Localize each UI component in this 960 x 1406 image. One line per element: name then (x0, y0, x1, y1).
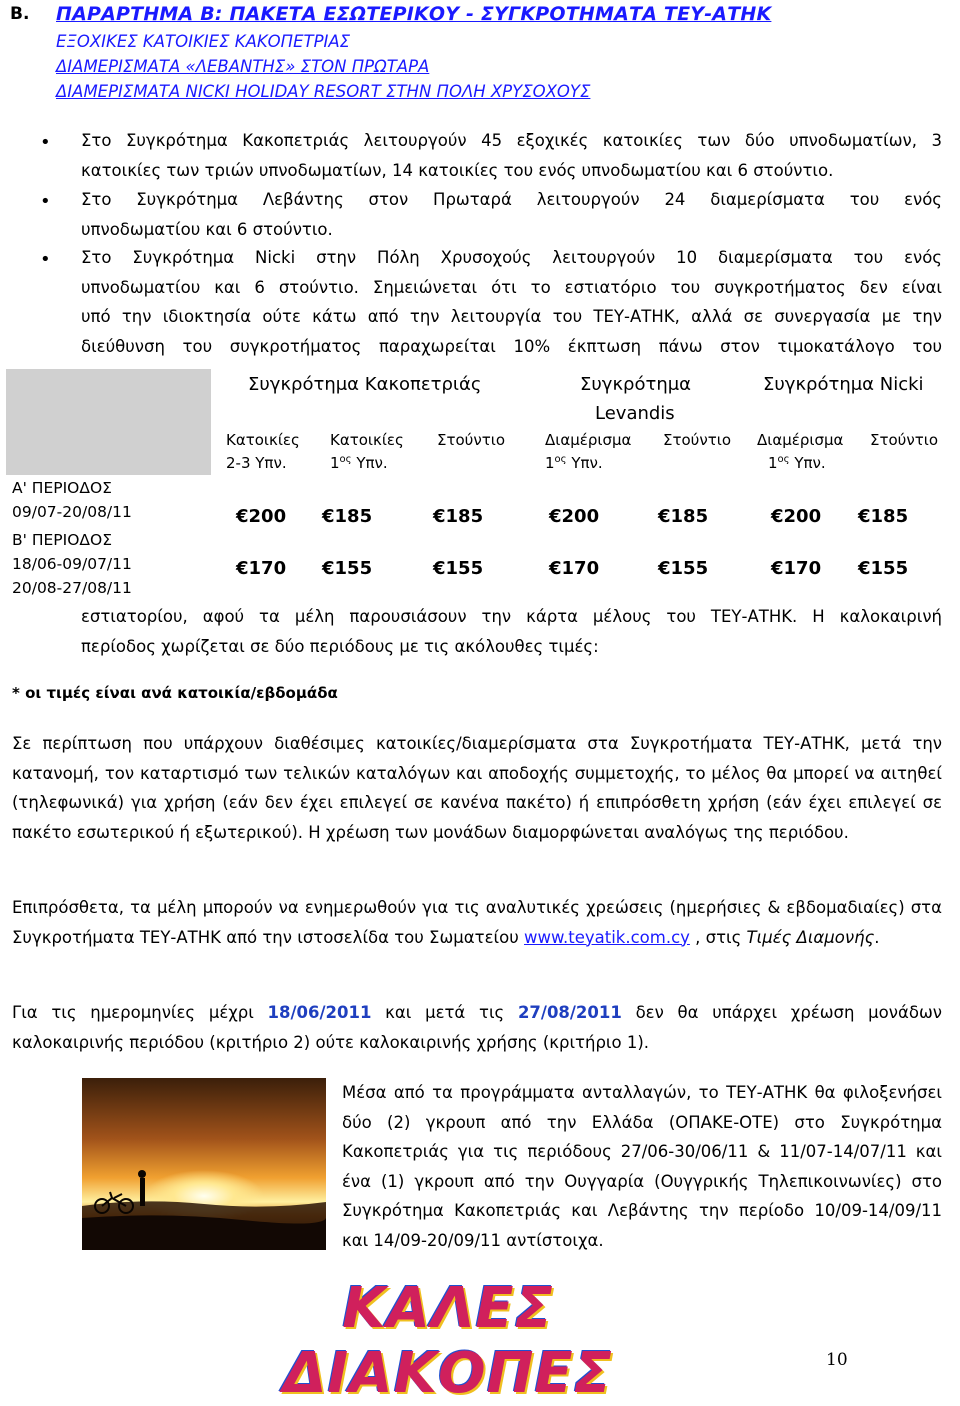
price-cell: €155 (858, 558, 909, 579)
price-cell: €155 (433, 558, 484, 579)
bullet-icon: • (40, 249, 51, 270)
bullet-text-kakopetria-2: κατοικίες των τριών υπνοδωματίων, 14 κατοικίες του ενός υπνοδωματίου και 6 στούντιο. (81, 160, 834, 180)
charges-text: Επιπρόσθετα, τα μέλη μπορούν να ενημερωθούν για τις αναλυτικές χρεώσεις (ημερήσιες & εβδομαδιαίες) στα Συγκροτήματα ΤΕΥ-ΑΤΗΚ από την ιστοσελίδα του Σωματείου (12, 898, 942, 947)
continuation-line-1: εστιατορίου, αφού τα μέλη παρουσιάσουν την κάρτα μέλους του ΤΕΥ-ΑΤΗΚ. Η καλοκαιρινή (81, 607, 942, 626)
bullet-text-nicki: Στο Συγκρότημα Nicki στην Πόλη Χρυσοχούς λειτουργούν 10 διαμερίσματα του ενός (81, 248, 942, 267)
period-a-dates: 09/07-20/08/11 (12, 503, 132, 521)
bullet-text-nicki-4: διεύθυνση του συγκροτήματος παραχωρείται 10% έκπτωση πάνω στον τιμοκατάλογο του (81, 336, 942, 356)
col-header-sub: 2-3 Υπν. (226, 454, 287, 472)
col-header-sub: $1^{o\varsigma}$ Υπν. (768, 454, 826, 472)
bullet-text-levantis: Στο Συγκρότημα Λεβάντης στον Πρωταρά λειτουργούν 24 διαμερίσματα του ενός (81, 190, 942, 209)
bullet-text-nicki-3: υπό την ιδιοκτησία ούτε κάτω από την λειτουργία του ΤΕΥ-ΑΤΗΚ, αλλά σε συνεργασία με την (81, 307, 942, 326)
col-header: Στούντιο (437, 431, 506, 449)
col-header-sub: $1^{o\varsigma}$ Υπν. (330, 454, 388, 472)
table-corner-cell (6, 369, 211, 475)
sunset-beach-photo (82, 1078, 326, 1250)
paragraph-exchange: Μέσα από τα προγράμματα ανταλλαγών, το ΤΕΥ-ΑΤΗΚ θα φιλοξενήσει δύο (2) γκρουπ από την Ελλάδα (ΟΠΑΚΕ-ΟΤΕ) στο Συγκρότημα Κακοπετριάς για τις περιόδους 27/06-30/06/11 & 11/07-14/07/11 και ένα (1) γκρουπ από την Ουγγαρία (Ουγγρικής Τηλεπικοινωνίες) στο Συγκρότημα Κακοπετριάς και Λεβάντης την περίοδο 10/09-14/09/11 και 14/09-20/09/11 αντίστοιχα. (342, 1083, 942, 1250)
superscript: ος (554, 454, 567, 465)
price-cell: €155 (658, 558, 709, 579)
bullet-icon: • (40, 132, 51, 153)
col-header-sub: $1^{o\varsigma}$ Υπν. (545, 454, 603, 472)
price-cell: €185 (433, 506, 484, 527)
price-cell: €200 (549, 506, 600, 527)
bullet-icon: • (40, 191, 51, 212)
period-b-dates-1: 18/06-09/07/11 (12, 555, 132, 573)
col-header: Στούντιο (870, 431, 939, 449)
group-levandis-2: Levandis (595, 403, 675, 424)
price-note: * οι τιμές είναι ανά κατοικία/εβδομάδα (12, 684, 338, 702)
paragraph-availability: Σε περίπτωση που υπάρχουν διαθέσιμες κατοικίες/διαμερίσματα στα Συγκροτήματα ΤΕΥ-ΑΤΗΚ, μετά την κατανομή, τον καταρτισμό των τελικών καταλόγων και αποδοχής συμμετοχής, το μέλος θα μπορεί να αιτηθεί (τηλεφωνικά) για χρήση (εάν δεν έχει επιλεγεί σε κανένα πακέτο) ή επιπρόσθετη χρήση (εάν έχει επιλεγεί σε πακέτο εσωτερικού ή εξωτερικού). Η χρέωση των μονάδων διαμορφώνεται αναλόγως της περιόδου. (12, 734, 942, 842)
col-header: Διαμέρισμα (757, 431, 844, 449)
price-cell: €185 (658, 506, 709, 527)
col-header: Στούντιο (663, 431, 732, 449)
group-levandis-1: Συγκρότημα (580, 374, 692, 395)
period-b-label: Β' ΠΕΡΙΟΔΟΣ (12, 531, 112, 549)
bullet-line: Στο Συγκρότημα Κακοπετριάς λειτουργούν 45 εξοχικές κατοικίες των δύο υπνοδωματίων, 3 (81, 131, 942, 150)
period-b-dates-2: 20/08-27/08/11 (12, 579, 132, 597)
paragraph-dates: Για τις ημερομηνίες μέχρι 18/06/2011 και μετά τις 27/08/2011 δεν θα υπάρχει χρέωση μονάδων καλοκαιρινής περιόδου (κριτήριο 2) ούτε καλοκαιρινής χρήσης (κριτήριο 1). (12, 1003, 942, 1052)
subtitle-nicki[interactable]: ΔΙΑΜΕΡΙΣΜΑΤΑ NICKI HOLIDAY RESORT ΣΤΗΝ ΠΟΛΗ ΧΡΥΣΟΧΟΥΣ (56, 82, 591, 101)
subtitle-levantis[interactable]: ΔΙΑΜΕΡΙΣΜΑΤΑ «ΛΕΒΑΝΤΗΣ» ΣΤΟΝ ΠΡΩΤΑΡΑ (56, 57, 430, 76)
price-cell: €170 (549, 558, 600, 579)
superscript: ος (339, 454, 352, 465)
group-nicki: Συγκρότημα Nicki (763, 374, 924, 395)
date-highlight: 27/08/2011 (517, 1003, 622, 1022)
price-cell: €185 (322, 506, 373, 527)
charges-text-after: , στις (689, 927, 747, 947)
col-header: Κατοικίες (226, 431, 300, 449)
price-cell: €170 (771, 558, 822, 579)
subtitle-kakopetria: ΕΞΟΧΙΚΕΣ ΚΑΤΟΙΚΙΕΣ ΚΑΚΟΠΕΤΡΙΑΣ (56, 32, 351, 51)
section-letter: B. (10, 4, 30, 24)
continuation-line-2: περίοδος χωρίζεται σε δύο περιόδους με τις ακόλουθες τιμές: (81, 636, 599, 656)
appendix-title[interactable]: ΠΑΡΑΡΤΗΜΑ Β: ΠΑΚΕΤΑ ΕΣΩΤΕΡΙΚΟΥ - ΣΥΓΚΡΟΤΗΜΑΤΑ ΤΕΥ-ΑΤΗΚ (56, 3, 772, 25)
website-link[interactable]: www.teyatik.com.cy (524, 927, 690, 947)
price-cell: €200 (771, 506, 822, 527)
price-cell: €185 (858, 506, 909, 527)
superscript: ος (777, 454, 790, 465)
page-number: 10 (826, 1350, 848, 1370)
price-cell: €170 (236, 558, 287, 579)
col-header: Διαμέρισμα (545, 431, 632, 449)
bullet-text-nicki-2: υπνοδωματίου και 6 στούντιο. Σημειώνεται ότι το εστιατόριο του συγκροτήματος δεν είναι (81, 277, 942, 297)
price-cell: €200 (236, 506, 287, 527)
date-highlight: 18/06/2011 (267, 1003, 372, 1022)
bullet-text-kakopetria (81, 126, 942, 156)
bullet-text-levantis-2: υπνοδωματίου και 6 στούντιο. (81, 219, 333, 239)
col-header: Κατοικίες (330, 431, 404, 449)
happy-holidays-banner: ΚΑΛΕΣ ΔΙΑΚΟΠΕΣ (283, 1276, 613, 1406)
group-kakopetria: Συγκρότημα Κακοπετριάς (248, 374, 482, 395)
paragraph-charges: Επιπρόσθετα, τα μέλη μπορούν να ενημερωθούν για τις αναλυτικές χρεώσεις (ημερήσιες & εβδομαδιαίες) στα Συγκροτήματα ΤΕΥ-ΑΤΗΚ από την ιστοσελίδα του Σωματείου www.teyatik.com.cy , στις Τιμές Διαμονής. (12, 898, 942, 947)
price-cell: €155 (322, 558, 373, 579)
period-a-label: Α' ΠΕΡΙΟΔΟΣ (12, 479, 112, 497)
rates-reference: Τιμές Διαμονής (746, 927, 875, 947)
